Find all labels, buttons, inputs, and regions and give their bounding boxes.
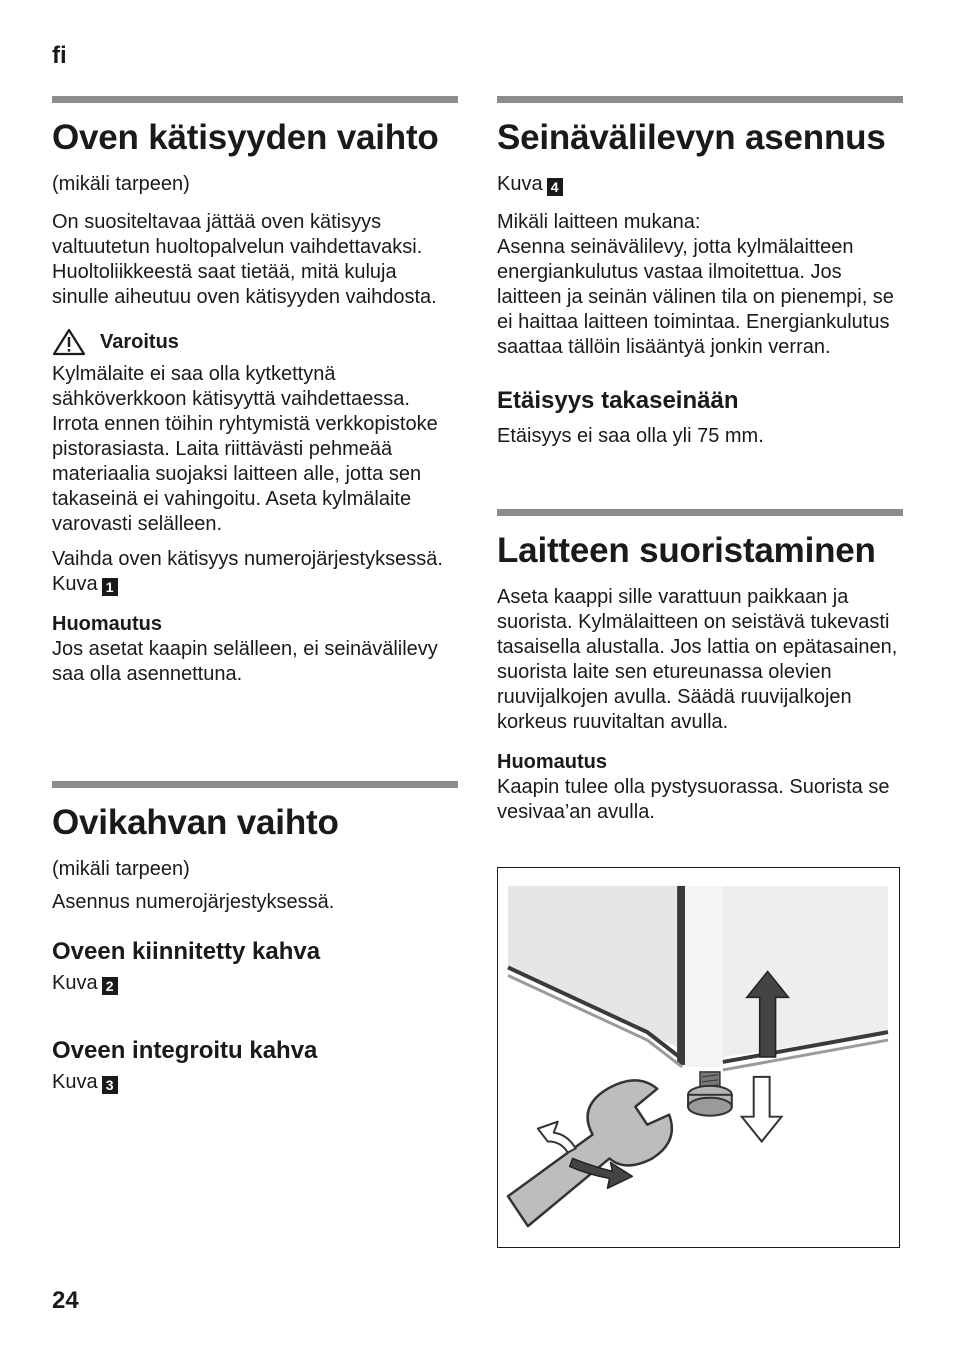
door-reversal-note: (mikäli tarpeen)	[52, 173, 190, 195]
notice-label: Huomautus	[497, 751, 607, 773]
kuva-label: Kuva	[497, 173, 543, 195]
warning-triangle-icon	[52, 328, 86, 356]
section-title-spacer-install: Seinävälilevyn asennus	[497, 118, 886, 157]
kuva-label: Kuva	[52, 972, 98, 994]
leveling-illustration	[497, 867, 900, 1248]
figure-ref-3: 3	[102, 1076, 118, 1094]
section-rule	[497, 509, 903, 516]
section-title-leveling: Laitteen suoristaminen	[497, 531, 876, 570]
section-title-handle-change: Ovikahvan vaihto	[52, 803, 339, 842]
section-rule	[497, 96, 903, 103]
right-column	[497, 96, 903, 449]
language-code: fi	[52, 42, 67, 69]
left-column	[52, 96, 458, 687]
warning-label: Varoitus	[100, 330, 179, 353]
page-number: 24	[52, 1287, 79, 1314]
figure-ref-1: 1	[102, 578, 118, 596]
spacer-figure-ref	[497, 172, 903, 197]
fixed-handle-figure-ref	[52, 971, 458, 996]
right-column-lower	[497, 509, 903, 825]
subsection-wall-distance: Etäisyys takaseinään	[497, 387, 739, 414]
notice-text: Kaapin tulee olla pystysuorassa. Suorista se vesivaa’an avulla.	[497, 776, 890, 823]
leveling-illustration-svg	[498, 868, 899, 1247]
figure-ref-4: 4	[547, 178, 563, 196]
section-rule	[52, 781, 458, 788]
section-title-door-reversal: Oven kätisyyden vaihto	[52, 118, 439, 157]
subsection-integrated-handle: Oveen integroitu kahva	[52, 1037, 318, 1064]
handle-change-note: (mikäli tarpeen)	[52, 858, 190, 880]
left-column-lower	[52, 781, 458, 1095]
wall-distance-text: Etäisyys ei saa olla yli 75 mm.	[497, 425, 764, 447]
spacer-install-text: Mikäli laitteen mukana: Asenna seinävälilevy, jotta kylmälaitteen energiankulutus vastaa ilmoitettua. Jos laitteen ja seinän välinen tila on pienempi, se ei haittaa laitteen toimintaa. Energiankulutus saattaa tällöin lisääntyä jonkin verran.	[497, 211, 894, 358]
notice-text: Jos asetat kaapin selälleen, ei seinävälilevy saa olla asennettuna.	[52, 638, 438, 685]
door-reversal-intro: On suositeltavaa jättää oven kätisyys valtuutetun huoltopalvelun vaihdettavaksi. Huoltoliikkeestä saat tietää, mitä kuluja sinulle aiheutuu oven kätisyyden vaihdosta.	[52, 211, 437, 308]
figure-ref-2: 2	[102, 977, 118, 995]
handle-change-intro: Asennus numerojärjestyksessä.	[52, 891, 335, 913]
section-rule	[52, 96, 458, 103]
kuva-label: Kuva	[52, 1071, 98, 1093]
step-text: Vaihda oven kätisyys numerojärjestyksessä. Kuva	[52, 548, 443, 595]
integrated-handle-figure-ref	[52, 1070, 458, 1095]
leveling-text: Aseta kaappi sille varattuun paikkaan ja suorista. Kylmälaitteen on seistävä tukevasti tasaisella alustalla. Jos lattia on epätasainen, suorista laite sen etureunassa olevien ruuvijalkojen avulla. Säädä ruuvijalkojen korkeus ruuvitaltan avulla.	[497, 586, 898, 733]
warning-heading	[52, 328, 458, 356]
door-reversal-step	[52, 547, 458, 597]
warning-text: Kylmälaite ei saa olla kytkettynä sähköverkkoon kätisyyttä vaihdettaessa. Irrota ennen töihin ryhtymistä verkkopistoke pistorasiasta. Laita riittävästi pehmeää materiaalia suojaksi laitteen alle, jotta sen takaseinä ei vahingoitu. Aseta kylmälaite varovasti selälleen.	[52, 363, 438, 535]
notice-label: Huomautus	[52, 613, 162, 635]
subsection-fixed-handle: Oveen kiinnitetty kahva	[52, 938, 321, 965]
